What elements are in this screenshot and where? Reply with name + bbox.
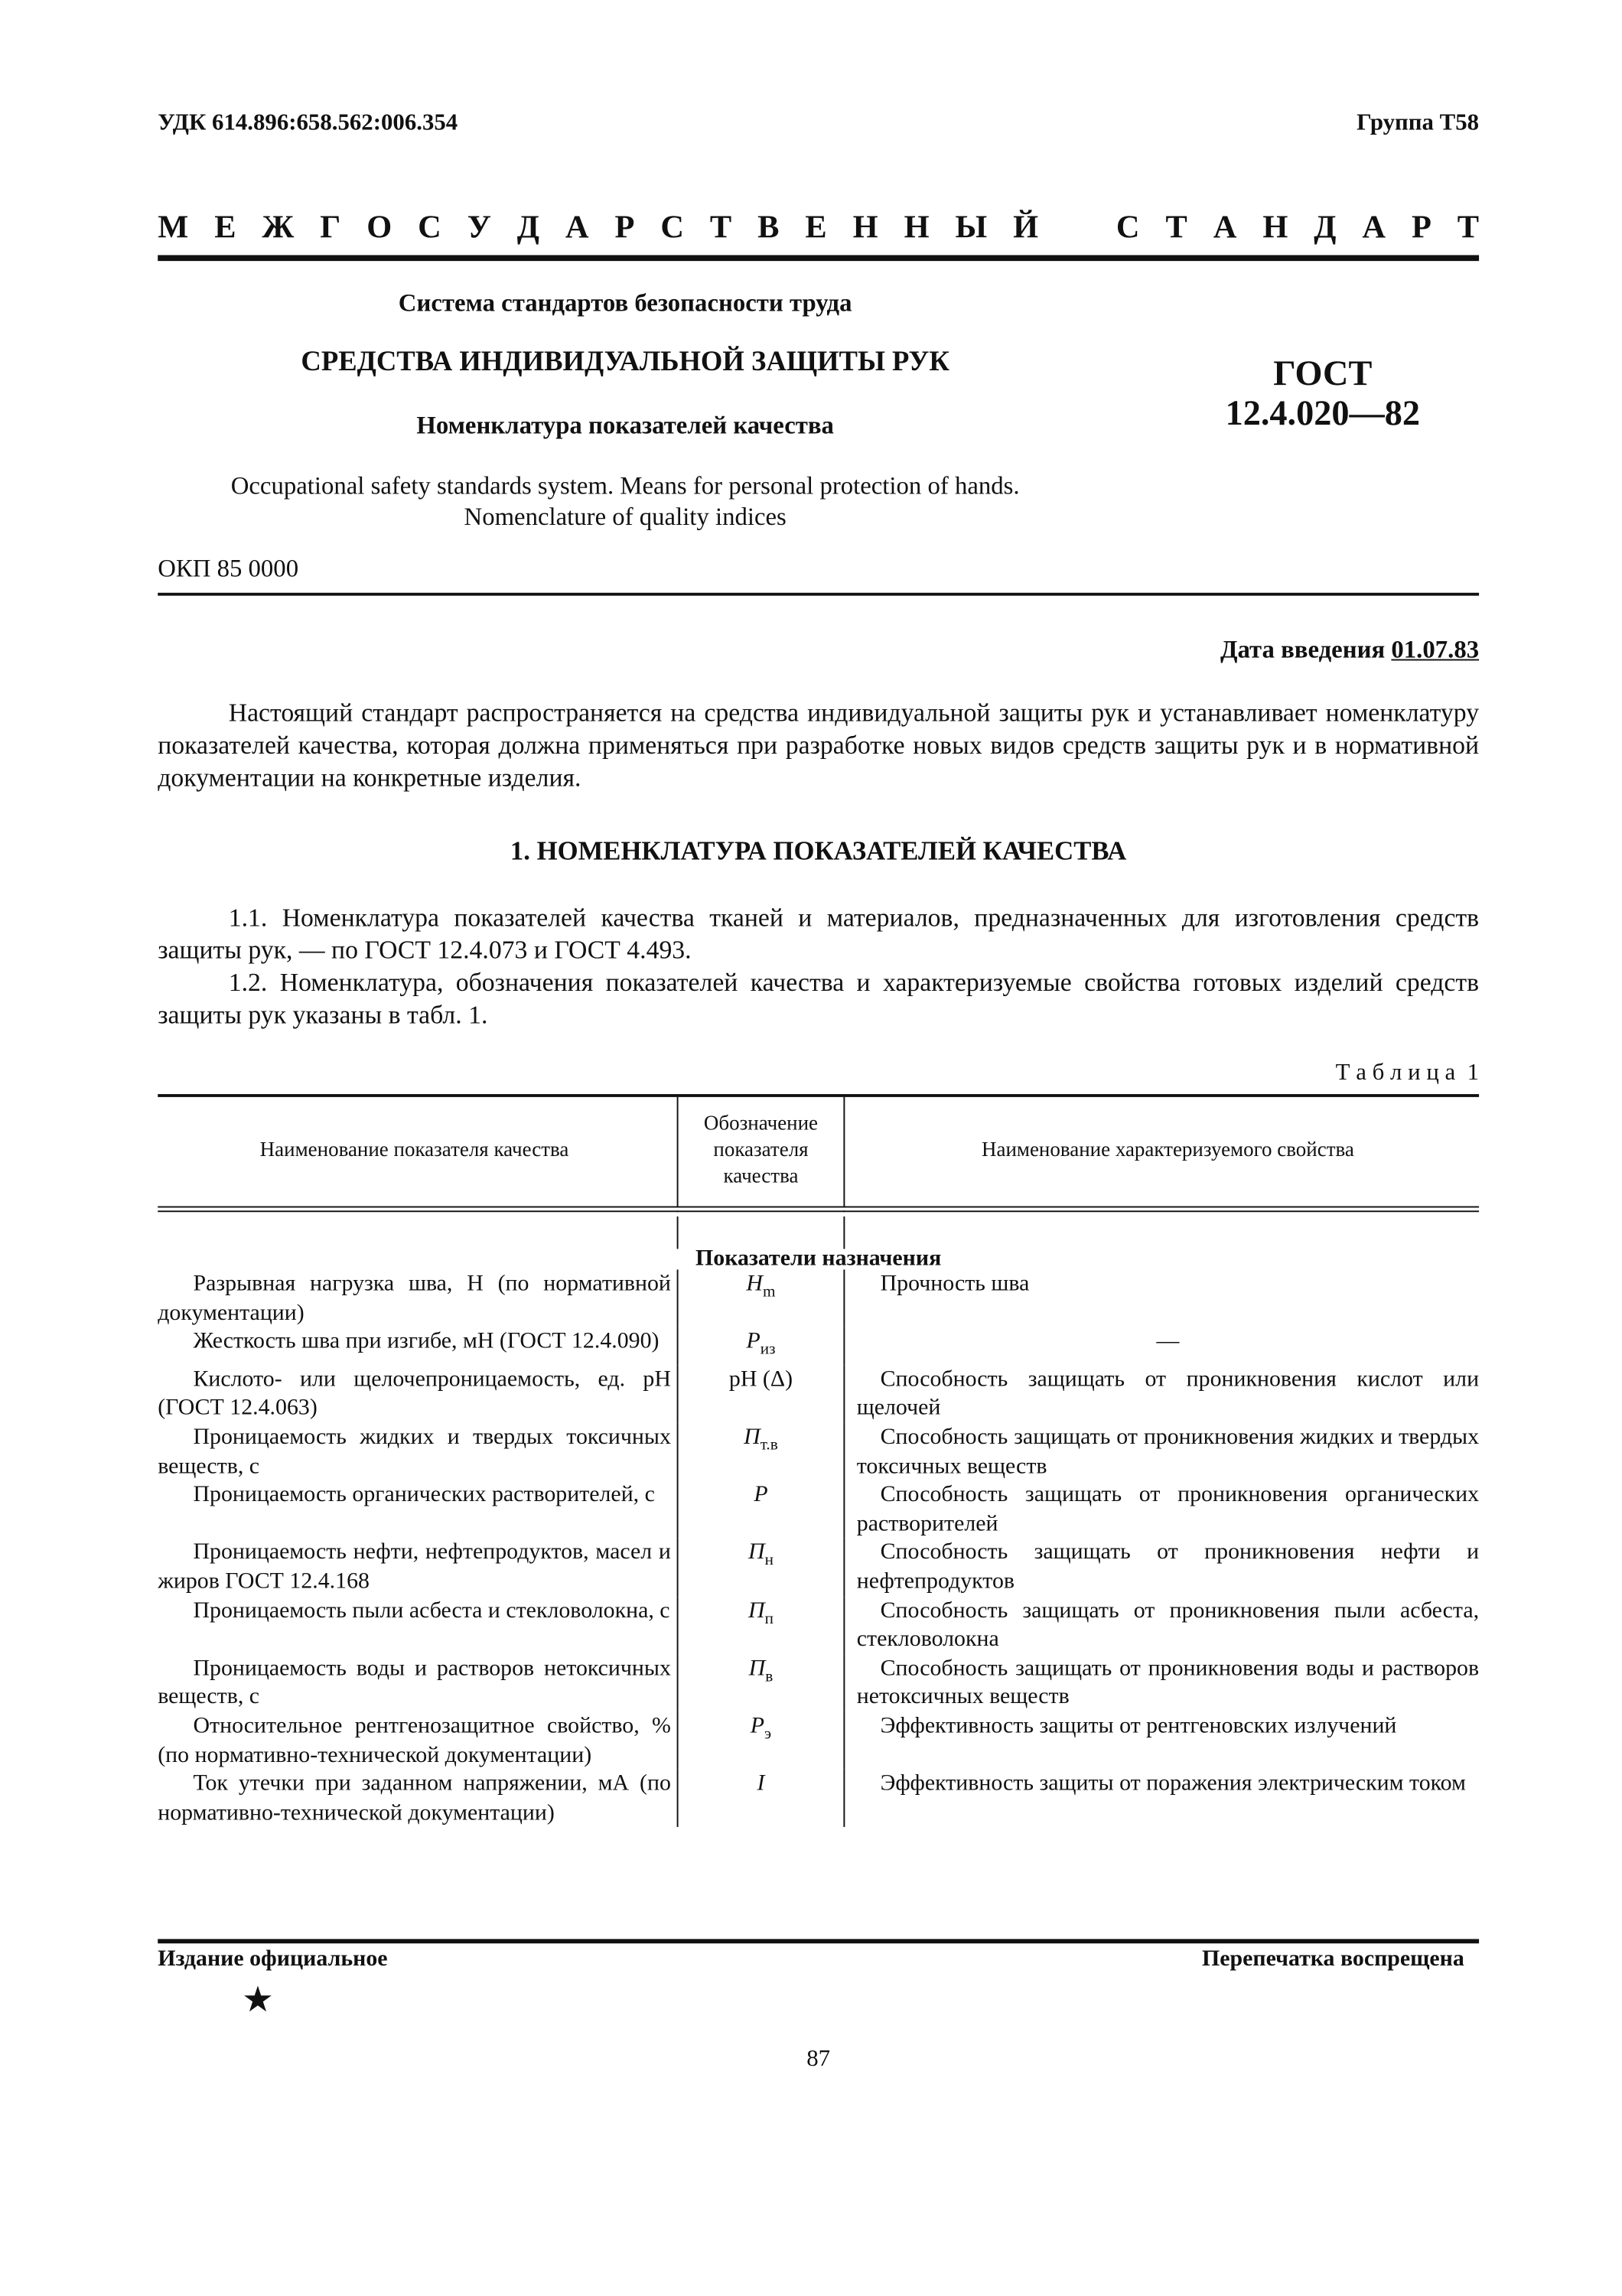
document-subtitle: Номенклатура показателей качества — [416, 411, 834, 440]
table-row — [158, 1423, 1479, 1481]
indicator-name: Проницаемость жидких и твердых токсичных веществ, с — [158, 1424, 671, 1479]
date-label: Дата введения — [1220, 635, 1386, 664]
symbol-text: P — [746, 1328, 761, 1354]
header-symbol: Обозначение показателя качества — [678, 1097, 845, 1209]
table-row — [158, 1712, 1479, 1770]
table-row — [158, 1770, 1479, 1828]
indicator-symbol — [678, 1269, 845, 1327]
table-row — [158, 1539, 1479, 1597]
indicator-symbol — [678, 1365, 845, 1423]
divider-thick — [158, 255, 1479, 261]
property-name: Эффективность защиты от поражения электрическим током — [880, 1771, 1466, 1796]
okp-code: ОКП 85 0000 — [158, 554, 299, 583]
table-row — [158, 1269, 1479, 1327]
indicator-symbol — [678, 1654, 845, 1712]
indicator-name: Проницаемость пыли асбеста и стекловолокна, с — [193, 1597, 670, 1623]
indicator-symbol — [678, 1712, 845, 1770]
paragraph-1-1: 1.1. Номенклатура показателей качества тканей и материалов, предназначенных для изготовления средств защиты рук, — по ГОСТ 12.4.073 и ГОСТ 4.493. — [158, 902, 1480, 965]
symbol-text: П — [748, 1597, 765, 1623]
indicator-name: Проницаемость нефти, нефтепродуктов, масел и жиров ГОСТ 12.4.168 — [158, 1539, 671, 1594]
table-row — [158, 1327, 1479, 1366]
table-header-row — [158, 1097, 1479, 1209]
property-name: Прочность шва — [880, 1271, 1030, 1297]
indicator-name: Разрывная нагрузка шва, Н (по нормативной документации) — [158, 1271, 671, 1325]
symbol-text: P — [750, 1713, 765, 1739]
indicator-name: Относительное рентгенозащитное свойство, % (по нормативно-технической документации) — [158, 1713, 671, 1768]
date-value: 01.07.83 — [1391, 635, 1480, 664]
header-name: Наименование показателя качества — [259, 1139, 569, 1162]
symbol-subscript: п — [764, 1610, 774, 1628]
system-title: Система стандартов безопасности труда — [398, 288, 852, 318]
intro-paragraph: Настоящий стандарт распространяется на средства индивидуальной защиты рук и устанавливает номенклатуру показателей качества, которая должна применяться при разработке новых видов средств защиты рук и в нормативной документации на конкретные изделия. — [158, 697, 1480, 792]
star-icon: ★ — [242, 1982, 274, 2021]
indicator-symbol — [678, 1539, 845, 1597]
indicator-name: Жесткость шва при изгибе, мН (ГОСТ 12.4.090) — [193, 1328, 660, 1354]
symbol-text: П — [748, 1655, 766, 1681]
property-name: Способность защищать от проникновения нефти и нефтепродуктов — [856, 1539, 1480, 1594]
symbol-text: П — [744, 1424, 761, 1450]
property-name: Способность защищать от проникновения жидких и твердых токсичных веществ — [856, 1424, 1480, 1479]
reprint-forbidden: Перепечатка воспрещена — [1202, 1946, 1464, 1972]
symbol-text: P — [754, 1482, 768, 1508]
group-heading: Показатели назначения — [695, 1246, 942, 1272]
table-row — [158, 1480, 1479, 1539]
table-row — [158, 1365, 1479, 1423]
symbol-text: H — [746, 1271, 764, 1297]
property-name: Способность защищать от проникновения органических растворителей — [856, 1482, 1480, 1536]
english-line: Occupational safety standards system. Means for personal protection of hands. — [230, 471, 1020, 500]
gost-label: ГОСТ — [1273, 355, 1373, 394]
document-title: СРЕДСТВА ИНДИВИДУАЛЬНОЙ ЗАЩИТЫ РУК — [301, 346, 949, 378]
property-name: Способность защищать от проникновения кислот или щелочей — [856, 1366, 1480, 1421]
symbol-subscript: m — [763, 1282, 776, 1301]
symbol-text: I — [757, 1771, 765, 1796]
standard-banner: М Е Ж Г О С У Д А Р С Т В Е Н Н Ы Й С Т А Н Д А Р Т — [158, 207, 1480, 245]
indicator-name: Проницаемость воды и растворов нетоксичных веществ, с — [158, 1655, 671, 1710]
property-name: Эффективность защиты от рентгеновских излучений — [880, 1713, 1397, 1739]
symbol-subscript: н — [764, 1552, 774, 1570]
group-code: Группа Т58 — [1357, 110, 1480, 136]
gost-code: 12.4.020—82 — [1225, 395, 1420, 434]
symbol-text: pH (Δ) — [728, 1366, 793, 1392]
property-name: Способность защищать от проникновения пыли асбеста, стекловолокна — [856, 1597, 1480, 1652]
official-edition: Издание официальное — [158, 1946, 388, 1972]
symbol-subscript: т.в — [760, 1436, 778, 1454]
gost-number — [1165, 355, 1480, 435]
paragraph-1-2: 1.2. Номенклатура, обозначения показателей качества и характеризуемые свойства готовых изделий средств защиты рук указаны в табл. 1. — [158, 967, 1480, 1030]
table-row — [158, 1597, 1479, 1655]
symbol-subscript: в — [765, 1667, 774, 1685]
effective-date — [1220, 636, 1479, 666]
quality-table — [158, 1097, 1479, 1828]
table-row — [158, 1654, 1479, 1712]
udk-code: УДК 614.896:658.562:006.354 — [158, 110, 458, 136]
property-name: — — [1156, 1328, 1180, 1354]
table-bottom-border — [158, 1939, 1479, 1943]
symbol-subscript: из — [760, 1340, 776, 1359]
indicator-symbol — [678, 1423, 845, 1481]
indicator-name: Проницаемость органических растворителей, с — [193, 1482, 655, 1508]
symbol-text: П — [748, 1539, 765, 1565]
indicator-symbol — [678, 1480, 845, 1539]
divider — [158, 593, 1479, 596]
indicator-symbol — [678, 1327, 845, 1366]
table-label: Т а б л и ц а 1 — [1335, 1060, 1480, 1086]
indicator-symbol — [678, 1770, 845, 1828]
indicator-name: Ток утечки при заданном напряжении, мА (по нормативно-технической документации) — [158, 1771, 671, 1825]
property-name: Способность защищать от проникновения воды и растворов нетоксичных веществ — [856, 1655, 1480, 1710]
header-property: Наименование характеризуемого свойства — [981, 1139, 1354, 1162]
english-line: Nomenclature of quality indices — [464, 503, 787, 531]
indicator-name: Кислото- или щелочепроницаемость, ед. pH (ГОСТ 12.4.063) — [158, 1366, 671, 1421]
english-title — [158, 471, 1093, 532]
page-number: 87 — [806, 2047, 831, 2072]
section-heading: 1. НОМЕНКЛАТУРА ПОКАЗАТЕЛЕЙ КАЧЕСТВА — [510, 835, 1127, 866]
indicator-symbol — [678, 1597, 845, 1655]
symbol-subscript: э — [764, 1725, 772, 1744]
